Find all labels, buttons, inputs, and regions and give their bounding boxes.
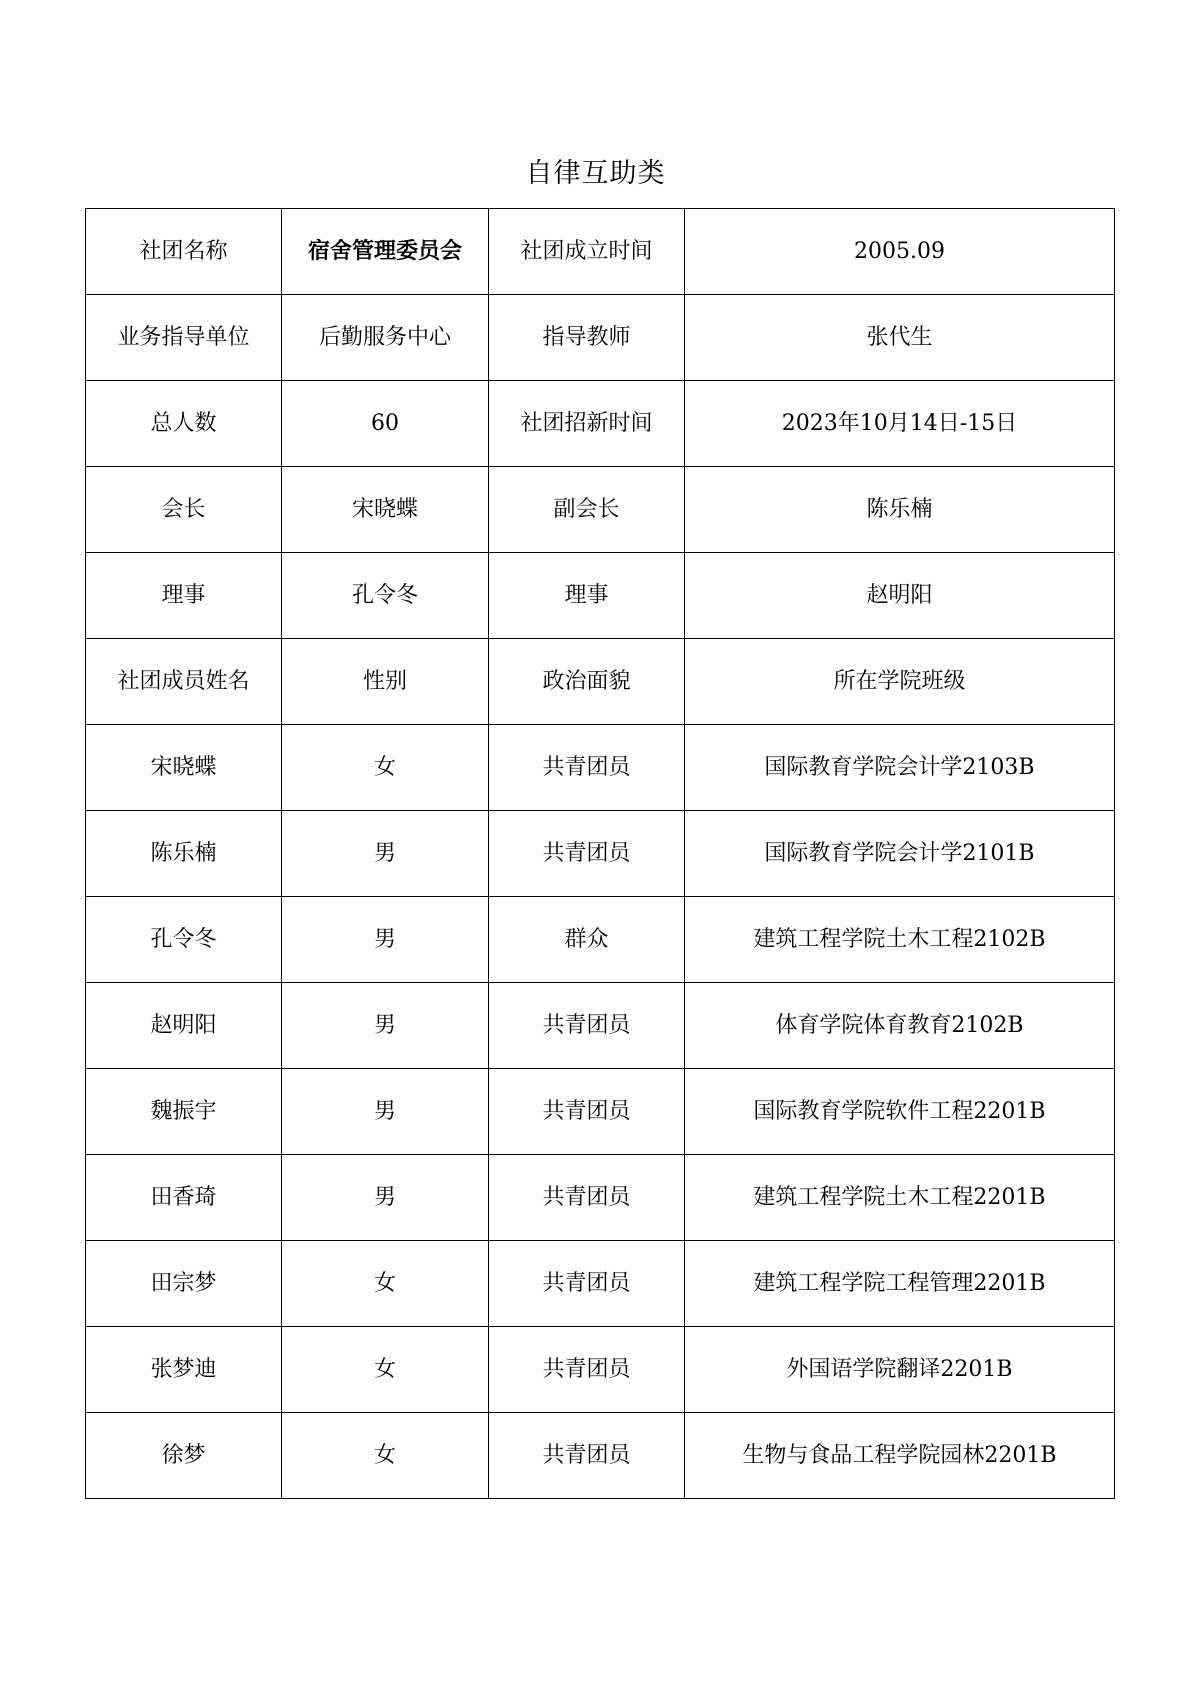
value-director-2: 赵明阳 bbox=[685, 553, 1115, 639]
member-political-status: 共青团员 bbox=[489, 1327, 685, 1413]
member-gender: 女 bbox=[282, 1327, 489, 1413]
club-info-table bbox=[85, 208, 1115, 1499]
label-advisor: 指导教师 bbox=[489, 295, 685, 381]
member-political-status: 共青团员 bbox=[489, 811, 685, 897]
value-founded-date: 2005.09 bbox=[685, 209, 1115, 295]
value-recruit-time: 2023年10月14日-15日 bbox=[685, 381, 1115, 467]
member-name: 赵明阳 bbox=[86, 983, 282, 1069]
member-name: 魏振宇 bbox=[86, 1069, 282, 1155]
member-gender: 女 bbox=[282, 725, 489, 811]
member-header-row bbox=[86, 639, 1115, 725]
member-college-class: 国际教育学院会计学2101B bbox=[685, 811, 1115, 897]
value-club-name: 宿舍管理委员会 bbox=[282, 209, 489, 295]
member-political-status: 共青团员 bbox=[489, 725, 685, 811]
member-gender: 男 bbox=[282, 811, 489, 897]
member-gender: 男 bbox=[282, 1155, 489, 1241]
member-name: 陈乐楠 bbox=[86, 811, 282, 897]
label-president: 会长 bbox=[86, 467, 282, 553]
member-political-status: 共青团员 bbox=[489, 1241, 685, 1327]
member-name: 徐梦 bbox=[86, 1413, 282, 1499]
info-row-members-recruit bbox=[86, 381, 1115, 467]
member-row bbox=[86, 1241, 1115, 1327]
member-row bbox=[86, 725, 1115, 811]
member-gender: 男 bbox=[282, 897, 489, 983]
member-name: 宋晓蝶 bbox=[86, 725, 282, 811]
value-vice-president: 陈乐楠 bbox=[685, 467, 1115, 553]
member-college-class: 建筑工程学院工程管理2201B bbox=[685, 1241, 1115, 1327]
header-member-name: 社团成员姓名 bbox=[86, 639, 282, 725]
member-name: 田宗梦 bbox=[86, 1241, 282, 1327]
info-row-guidance bbox=[86, 295, 1115, 381]
member-name: 田香琦 bbox=[86, 1155, 282, 1241]
member-college-class: 体育学院体育教育2102B bbox=[685, 983, 1115, 1069]
member-row bbox=[86, 1413, 1115, 1499]
label-recruit-time: 社团招新时间 bbox=[489, 381, 685, 467]
label-vice-president: 副会长 bbox=[489, 467, 685, 553]
label-director-1: 理事 bbox=[86, 553, 282, 639]
label-guidance-unit: 业务指导单位 bbox=[86, 295, 282, 381]
member-college-class: 建筑工程学院土木工程2102B bbox=[685, 897, 1115, 983]
member-row bbox=[86, 1069, 1115, 1155]
member-political-status: 共青团员 bbox=[489, 1155, 685, 1241]
member-name: 张梦迪 bbox=[86, 1327, 282, 1413]
member-college-class: 生物与食品工程学院园林2201B bbox=[685, 1413, 1115, 1499]
member-gender: 男 bbox=[282, 1069, 489, 1155]
member-college-class: 建筑工程学院土木工程2201B bbox=[685, 1155, 1115, 1241]
member-gender: 女 bbox=[282, 1241, 489, 1327]
member-row bbox=[86, 897, 1115, 983]
document-title: 自律互助类 bbox=[525, 158, 666, 189]
member-political-status: 共青团员 bbox=[489, 983, 685, 1069]
member-gender: 女 bbox=[282, 1413, 489, 1499]
member-row bbox=[86, 983, 1115, 1069]
value-director-1: 孔令冬 bbox=[282, 553, 489, 639]
member-row bbox=[86, 811, 1115, 897]
label-club-name: 社团名称 bbox=[86, 209, 282, 295]
value-president: 宋晓蝶 bbox=[282, 467, 489, 553]
label-founded-date: 社团成立时间 bbox=[489, 209, 685, 295]
label-director-2: 理事 bbox=[489, 553, 685, 639]
member-political-status: 共青团员 bbox=[489, 1069, 685, 1155]
member-gender: 男 bbox=[282, 983, 489, 1069]
value-guidance-unit: 后勤服务中心 bbox=[282, 295, 489, 381]
value-total-members: 60 bbox=[282, 381, 489, 467]
info-row-directors bbox=[86, 553, 1115, 639]
label-total-members: 总人数 bbox=[86, 381, 282, 467]
member-name: 孔令冬 bbox=[86, 897, 282, 983]
member-row bbox=[86, 1155, 1115, 1241]
info-row-club-name bbox=[86, 209, 1115, 295]
info-row-leaders bbox=[86, 467, 1115, 553]
member-college-class: 国际教育学院会计学2103B bbox=[685, 725, 1115, 811]
member-row bbox=[86, 1327, 1115, 1413]
header-gender: 性别 bbox=[282, 639, 489, 725]
header-college-class: 所在学院班级 bbox=[685, 639, 1115, 725]
value-advisor: 张代生 bbox=[685, 295, 1115, 381]
member-political-status: 群众 bbox=[489, 897, 685, 983]
member-college-class: 国际教育学院软件工程2201B bbox=[685, 1069, 1115, 1155]
member-political-status: 共青团员 bbox=[489, 1413, 685, 1499]
header-political-status: 政治面貌 bbox=[489, 639, 685, 725]
member-college-class: 外国语学院翻译2201B bbox=[685, 1327, 1115, 1413]
